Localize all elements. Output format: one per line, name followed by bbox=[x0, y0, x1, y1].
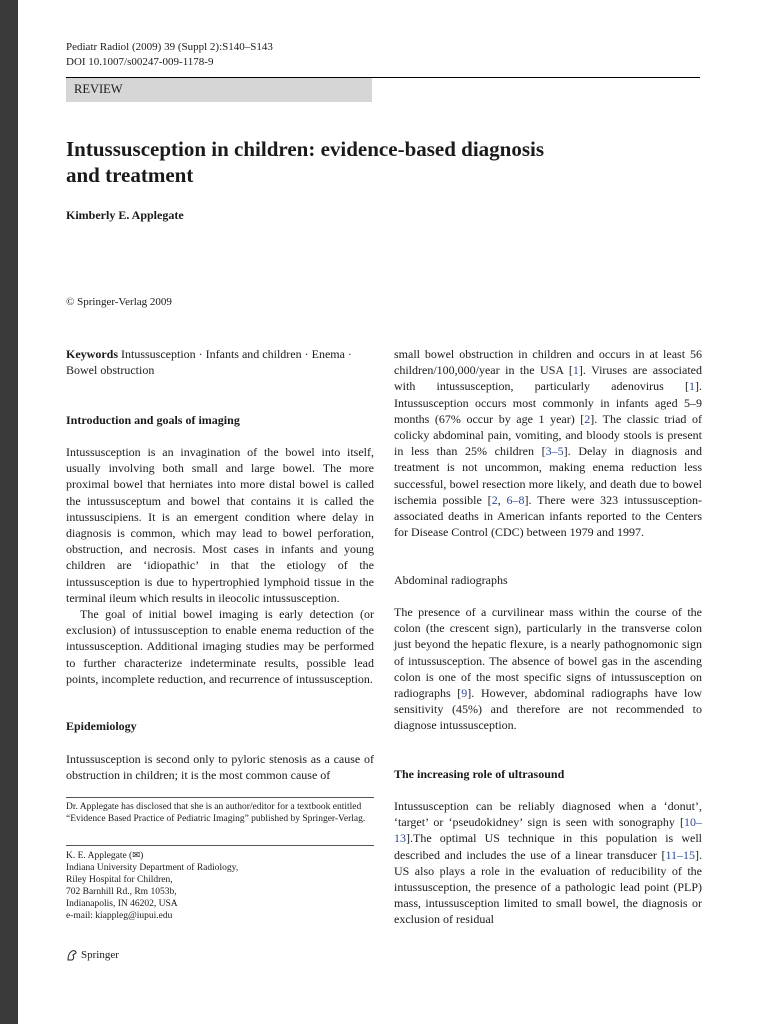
disclosure-text: Dr. Applegate has disclosed that she is an author/editor for a textbook entitled “Evidence Based Practice of Pediatric Imaging” published by Springer-Verlag. bbox=[66, 802, 366, 824]
ultrasound-heading: The increasing role of ultrasound bbox=[394, 767, 565, 781]
citation-link[interactable]: 6–8 bbox=[506, 492, 525, 507]
citation-line: Pediatr Radiol (2009) 39 (Suppl 2):S140–S143 bbox=[66, 41, 273, 53]
intro-heading: Introduction and goals of imaging bbox=[66, 413, 240, 427]
ultrasound-body bbox=[394, 798, 702, 928]
ultrasound-section bbox=[394, 766, 702, 782]
address-line-1: Indiana University Department of Radiology, bbox=[66, 863, 239, 873]
radiographs-heading: Abdominal radiographs bbox=[394, 573, 508, 587]
email-line[interactable]: e-mail: kiappleg@iupui.edu bbox=[66, 911, 173, 921]
author-address bbox=[66, 850, 374, 922]
springer-horse-icon bbox=[66, 948, 78, 962]
footnote-rule bbox=[66, 797, 374, 798]
citation-link[interactable]: 9 bbox=[461, 686, 468, 701]
intro-body bbox=[66, 444, 374, 687]
address-line-2: Riley Hospital for Children, bbox=[66, 875, 173, 885]
intro-section bbox=[66, 412, 374, 428]
epidemiology-continued bbox=[394, 346, 702, 540]
keywords-text: Intussusception · Infants and children · Enema · Bowel obstruction bbox=[66, 347, 352, 378]
address-rule bbox=[66, 845, 374, 846]
intro-paragraph-1: Intussusception is an invagination of the bowel into itself, usually involving both small and large bowel. The more proximal bowel that herniates into more distal bowel is called the intussusceptum and bowel that contains it is called the intussuscipiens. It is an emergent condition where delay in diagnosis is common, which may lead to bowel perforation, obstruction, and necrosis. Most cases in infants and young children are ‘idiopathic’ in that the etiology of the intussusception is due to hypertrophied lymphoid tissue in the terminal ileum which results in ileocolic intussusception. bbox=[66, 445, 374, 605]
radiographs-body bbox=[394, 604, 702, 734]
keywords-block bbox=[66, 346, 374, 378]
citation-link[interactable]: 11–15 bbox=[665, 847, 695, 862]
citation-link[interactable]: 1 bbox=[689, 379, 695, 394]
radiographs-section bbox=[394, 572, 702, 588]
page-edge-bar bbox=[0, 0, 18, 1024]
citation-link[interactable]: 3–5 bbox=[545, 444, 564, 459]
address-line-3: 702 Barnhill Rd., Rm 1053b, bbox=[66, 887, 177, 897]
citation-link[interactable]: 2 bbox=[584, 411, 591, 426]
article-type-label: REVIEW bbox=[66, 78, 372, 102]
citation-link[interactable]: 2 bbox=[491, 492, 498, 507]
epidemiology-paragraph: Intussusception is second only to pyloric stenosis as a cause of obstruction in children; it is the most common cause of bbox=[66, 752, 374, 783]
title-line-2: and treatment bbox=[66, 163, 194, 187]
correspondence-name: K. E. Applegate (✉) bbox=[66, 851, 144, 861]
epidemiology-heading: Epidemiology bbox=[66, 719, 137, 733]
intro-paragraph-2: The goal of initial bowel imaging is early detection (or exclusion) of intussusception to enable enema reduction of the intussusception. Additional imaging studies may be performed to further characterize indeterminate results, possible lead points, incomplete reduction, and recurrence of intussusception. bbox=[66, 607, 374, 686]
ultrasound-paragraph: Intussusception can be reliably diagnosed when a ‘donut’, ‘target’ or ‘pseudokidney’ sign is seen with sonography [10–13].The optimal US technique in this population is well described and includes the use of a linear transducer [11–15]. US also plays a role in the evaluation of reducibility of the intussusception, the presence of a pathologic lead point (PLP) mass, intussusception limited to small bowel, the diagnosis or exclusion of residual bbox=[394, 799, 702, 927]
author-name: Kimberly E. Applegate bbox=[66, 208, 184, 222]
citation-link[interactable]: 1 bbox=[572, 363, 579, 378]
publisher-name: Springer bbox=[81, 949, 119, 961]
radiographs-paragraph: The presence of a curvilinear mass within the course of the colon (the crescent sign), particularly in the transverse colon just beyond the hepatic flexure, is a nearly pathognomonic sign of intussusception. The absence of bowel gas in the ascending colon is one of the most specific signs of intussusception on radiographs [9]. However, abdominal radiographs have low sensitivity (45%) and therefore are not recommended to diagnose intussusception. bbox=[394, 605, 702, 733]
epidemiology-paragraph-continued: small bowel obstruction in children and occurs in at least 56 children/100,000/year in the USA [1]. Viruses are associated with intussusception, particularly adenovirus [1]. Intussusception occurs most commonly in infants aged 5–9 months (67% occur by age 1 year) [2]. The classic triad of colicky abdominal pain, vomiting, and bloody stools is present in less than 25% children [3–5]. Delay in diagnosis and treatment is not uncommon, making enema reduction less successful, bowel resection more likely, and death due to bowel ischemia possible [2, 6–8]. There were 323 intussusception-associated deaths in American infants reported to the Centers for Disease Control (CDC) between 1979 and 1997. bbox=[394, 347, 703, 540]
doi-line[interactable]: DOI 10.1007/s00247-009-1178-9 bbox=[66, 56, 214, 68]
title-line-1: Intussusception in children: evidence-based diagnosis bbox=[66, 137, 545, 161]
epidemiology-section bbox=[66, 718, 374, 734]
article-title bbox=[66, 136, 626, 188]
disclosure-footnote bbox=[66, 801, 374, 825]
keywords-label: Keywords bbox=[66, 347, 118, 361]
epidemiology-body bbox=[66, 751, 374, 783]
publisher-footer bbox=[66, 948, 119, 962]
copyright-notice: © Springer-Verlag 2009 bbox=[66, 296, 172, 308]
citation-link[interactable]: 10–13 bbox=[394, 815, 702, 846]
journal-citation bbox=[66, 40, 273, 70]
address-line-4: Indianapolis, IN 46202, USA bbox=[66, 899, 178, 909]
